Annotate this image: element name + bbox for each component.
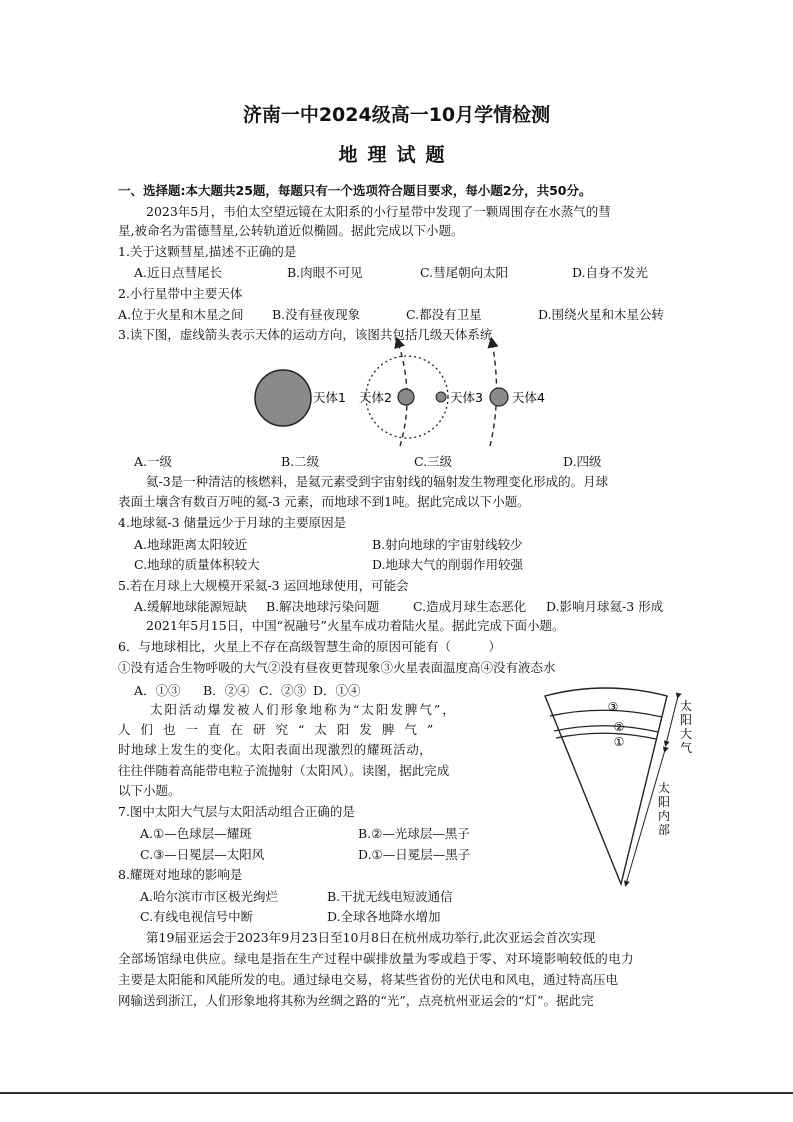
passage2-line2: 表面土壤含有数百万吨的氦-3 元素，而地球不到1吨。据此完成以下小题。 [118,494,530,509]
q5-stem: 5.若在月球上大规模开采氦-3 运回地球使用，可能会 [118,578,409,593]
layer-1-label: ① [613,735,625,749]
q5-option-b: B.解决地球污染问题 [266,599,380,614]
body1-circle [255,370,311,426]
passage3: 2021年5月15日，中国“祝融号”火星车成功着陆火星。据此完成下面小题。 [146,618,565,633]
layer-3-label: ③ [607,700,619,714]
q7-option-d: D.①—日冕层—黑子 [358,847,471,862]
body3-circle [436,392,446,402]
passage2-line1: 氦-3是一种清洁的核燃料，是氦元素受到宇宙射线的辐射发生物理变化形成的。月球 [146,474,609,489]
q3-option-d: D.四级 [563,454,602,469]
q8-stem: 8.耀斑对地球的影响是 [118,867,243,882]
q6-option-c: C．②③ [259,683,307,698]
body4-label: 天体4 [512,390,545,405]
passage4-line2: 人们也一直在研究“太阳发脾气” [118,722,444,737]
celestial-systems-diagram [240,336,550,448]
q2-option-b: B.没有昼夜现象 [272,307,361,322]
q7-option-b: B.②—光球层—黑子 [358,826,470,841]
q7-stem: 7.图中太阳大气层与太阳活动组合正确的是 [118,804,355,819]
sun-sector-outline [545,688,667,884]
layer-2-label: ② [613,720,625,734]
q2-option-a: A.位于火星和木星之间 [118,307,244,322]
q6-option-a: A．①③ [134,683,181,698]
q1-stem: 1.关于这颗彗星,描述不正确的是 [118,244,297,259]
q3-option-b: B.二级 [281,454,320,469]
q4-option-c: C.地球的质量体积较大 [134,557,260,572]
exam-title: 济南一中2024级高一10月学情检测 [242,104,551,126]
layer-boundary-1 [556,733,656,739]
passage5-line1: 第19届亚运会于2023年9月23日至10月8日在杭州成功举行,此次亚运会首次实现 [146,930,596,945]
q1-option-c: C.彗尾朝向太阳 [420,265,509,280]
q1-option-b: B.肉眼不可见 [287,265,363,280]
q2-stem: 2.小行星带中主要天体 [118,286,243,301]
q3-option-a: A.一级 [134,454,173,469]
q4-option-a: A.地球距离太阳较近 [134,537,248,552]
atmosphere-range-arrow [666,696,678,744]
body4-circle [490,388,508,406]
layer-boundary-2 [554,726,658,732]
q2-option-c: C.都没有卫星 [406,307,482,322]
passage4-line5: 以下小题。 [118,783,181,798]
q6-stem: 6．与地球相比，火星上不存在高级智慧生命的原因可能有（ ） [118,639,501,654]
layer-boundary-3 [550,710,662,717]
q2-option-d: D.围绕火星和木星公转 [538,307,665,322]
q8-option-d: D.全球各地降水增加 [327,909,441,924]
q3-option-c: C.三级 [414,454,453,469]
q6-option-b: B．②④ [203,683,250,698]
sun-structure-diagram [540,684,700,890]
q7-option-a: A.①—色球层—耀斑 [140,826,252,841]
page-bottom-rule [0,1092,793,1094]
body2-circle [398,389,414,405]
q4-option-b: B.射向地球的宇宙射线较少 [372,537,523,552]
q1-option-d: D.自身不发光 [572,265,649,280]
passage4-line3: 时地球上发生的变化。太阳表面出现激烈的耀斑活动， [118,742,433,757]
q5-option-c: C.造成月球生态恶化 [413,599,527,614]
q6-statements: ①没有适合生物呼吸的大气②没有昼夜更替现象③火星表面温度高④没有液态水 [118,660,556,675]
body1-label: 天体1 [313,390,346,405]
passage4-line1: 太阳活动爆发被人们形象地称为“太阳发脾气”， [150,702,457,717]
q8-option-a: A.哈尔滨市市区极光绚烂 [140,889,279,904]
passage5-line3: 主要是太阳能和风能所发的电。通过绿电交易，将某些省份的光伏电和风电，通过特高压电 [118,972,619,987]
q7-option-c: C.③—日冕层—太阳风 [140,847,265,862]
atmosphere-label: 太阳大气 [680,699,693,755]
q8-option-b: B.干扰无线电短波通信 [327,889,453,904]
exam-subtitle: 地理试题 [338,144,455,166]
passage5-line2: 全部场馆绿电供应。绿电是指在生产过程中碳排放量为零或趋于零、对环境影响较低的电力 [118,951,635,966]
q1-option-a: A.近日点彗尾长 [134,265,223,280]
body3-label: 天体3 [450,390,483,405]
q4-option-d: D.地球大气的削弱作用较强 [372,557,524,572]
body2-label: 天体2 [359,390,392,405]
passage1-line1: 2023年5月，韦伯太空望远镜在太阳系的小行星带中发现了一颗周围存在水蒸气的彗 [146,204,611,219]
interior-label: 太阳内部 [658,781,671,837]
q3-stem: 3.读下图，虚线箭头表示天体的运动方向，该图共包括几级天体系统 [118,327,493,342]
passage1-line2: 星,被命名为雷德彗星,公转轨道近似椭圆。据此完成以下小题。 [118,223,464,238]
q5-option-d: D.影响月球氦-3 形成 [546,599,664,614]
passage4-line4: 往往伴随着高能带电粒子流抛射（太阳风）。读图，据此完成 [118,763,450,778]
q5-option-a: A.缓解地球能源短缺 [134,599,248,614]
passage5-line4: 网输送到浙江，人们形象地将其称为丝绸之路的“光”，点亮杭州亚运会的“灯”。据此完 [118,993,594,1008]
q8-option-c: C.有线电视信号中断 [140,909,254,924]
q6-option-d: D．①④ [313,683,361,698]
section-heading: 一、选择题:本大题共25题，每题只有一个选项符合题目要求，每小题2分，共50分。 [118,183,592,198]
q4-stem: 4.地球氦-3 储量远少于月球的主要原因是 [118,515,347,530]
